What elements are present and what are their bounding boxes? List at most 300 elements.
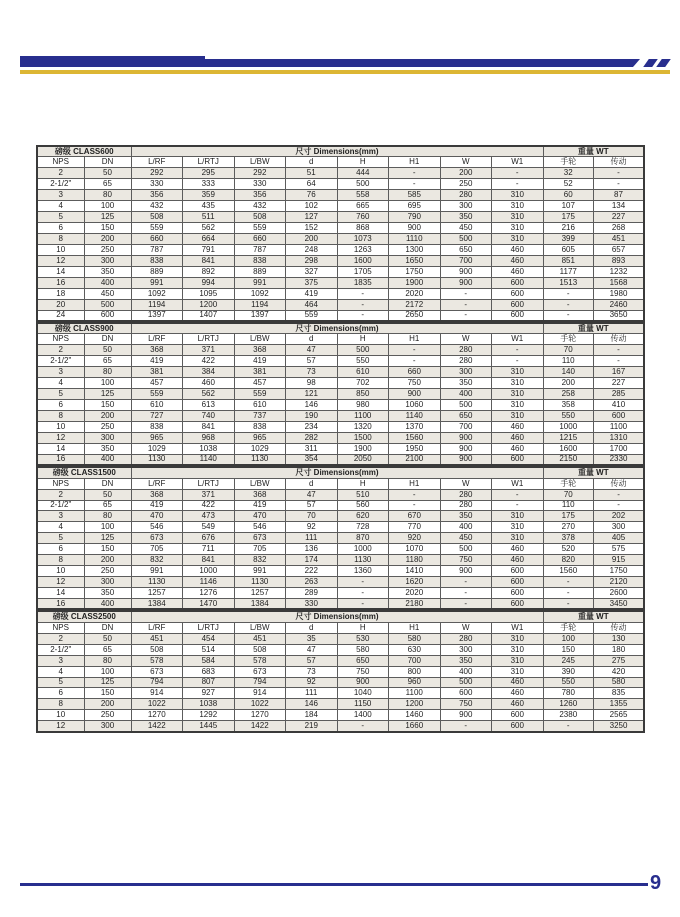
table-cell: 350 (440, 511, 492, 522)
table-column-header-row (37, 157, 644, 168)
table-cell: 1300 (389, 244, 441, 255)
table-cell: 838 (234, 255, 286, 266)
table-cell: - (543, 310, 594, 321)
table-row (37, 489, 644, 500)
table-cell: 200 (84, 411, 131, 422)
table-cell: 24 (37, 310, 84, 321)
table-cell: 52 (543, 179, 594, 190)
table-cell: 354 (286, 454, 338, 465)
table-cell: 285 (594, 389, 645, 400)
table-cell: 100 (543, 633, 594, 644)
table-cell: 702 (337, 378, 389, 389)
table-cell: 600 (492, 277, 544, 288)
table-cell: 450 (440, 533, 492, 544)
table-cell: - (337, 310, 389, 321)
table-cell: - (337, 598, 389, 609)
table-cell: 600 (440, 688, 492, 699)
table-cell: 1150 (337, 699, 389, 710)
table-cell: 600 (492, 310, 544, 321)
table-cell: 4 (37, 378, 84, 389)
table-cell: 14 (37, 266, 84, 277)
table-column-header-row (37, 478, 644, 489)
table-cell: 460 (492, 443, 544, 454)
table-cell: 1384 (131, 598, 183, 609)
table-cell: 359 (183, 190, 235, 201)
table-cell: 760 (337, 212, 389, 223)
table-cell: 175 (543, 212, 594, 223)
table-cell: 1022 (131, 699, 183, 710)
table-cell: 2-1/2" (37, 644, 84, 655)
table-row (37, 677, 644, 688)
table-cell: 1500 (337, 432, 389, 443)
table-cell: 508 (131, 644, 183, 655)
table-cell: 460 (492, 688, 544, 699)
table-cell: 665 (337, 201, 389, 212)
table-cell: 330 (286, 598, 338, 609)
table-cell: 399 (543, 234, 594, 245)
table-cell: 310 (492, 212, 544, 223)
table-cell: 12 (37, 721, 84, 732)
column-header: L/RF (131, 478, 183, 489)
table-cell: 994 (183, 277, 235, 288)
table-cell: 1384 (234, 598, 286, 609)
table-cell: 820 (543, 555, 594, 566)
spec-tables (36, 145, 645, 733)
table-cell: 6 (37, 223, 84, 234)
table-cell: 310 (492, 223, 544, 234)
table-cell: 2 (37, 345, 84, 356)
table-cell: 787 (131, 244, 183, 255)
table-cell: 310 (492, 201, 544, 212)
table-row (37, 644, 644, 655)
spec-table-class900 (36, 322, 645, 466)
table-cell: 300 (84, 432, 131, 443)
table-cell: 1568 (594, 277, 645, 288)
table-cell: 451 (234, 633, 286, 644)
table-cell: 1445 (183, 721, 235, 732)
table-cell: 2020 (389, 588, 441, 599)
table-class-label: 磅级 CLASS2500 (37, 611, 131, 622)
table-cell: 500 (440, 234, 492, 245)
table-dimensions-label: 尺寸 Dimensions(mm) (131, 467, 543, 478)
table-cell: 248 (286, 244, 338, 255)
table-row (37, 299, 644, 310)
table-cell: 375 (286, 277, 338, 288)
table-cell: 270 (543, 522, 594, 533)
table-cell: 787 (234, 244, 286, 255)
table-cell: 1194 (234, 299, 286, 310)
table-cell: 400 (440, 389, 492, 400)
table-cell: 460 (492, 244, 544, 255)
table-cell: 350 (84, 266, 131, 277)
table-cell: 740 (183, 411, 235, 422)
table-row (37, 443, 644, 454)
table-cell: 130 (594, 633, 645, 644)
table-row (37, 266, 644, 277)
table-cell: 600 (492, 299, 544, 310)
table-cell: 381 (131, 367, 183, 378)
table-cell: 107 (543, 201, 594, 212)
table-cell: 1095 (183, 288, 235, 299)
table-cell: 310 (492, 511, 544, 522)
table-cell: 900 (389, 389, 441, 400)
table-cell: 400 (84, 598, 131, 609)
table-row (37, 234, 644, 245)
column-header: DN (84, 334, 131, 345)
column-header: 手轮 (543, 157, 594, 168)
table-cell: 1070 (389, 544, 441, 555)
table-row (37, 277, 644, 288)
spec-table-class600 (36, 145, 645, 322)
table-cell: 600 (84, 310, 131, 321)
table-cell: 292 (131, 168, 183, 179)
column-header: L/RTJ (183, 334, 235, 345)
table-row (37, 367, 644, 378)
table-cell: 780 (543, 688, 594, 699)
table-cell: - (492, 500, 544, 511)
table-row (37, 310, 644, 321)
column-header: L/BW (234, 622, 286, 633)
table-cell: 664 (183, 234, 235, 245)
table-cell: 562 (183, 389, 235, 400)
table-cell: 1270 (131, 710, 183, 721)
column-header: 传动 (594, 478, 645, 489)
table-cell: 110 (543, 356, 594, 367)
table-cell: 310 (492, 389, 544, 400)
table-cell: 368 (131, 489, 183, 500)
table-cell: 1263 (337, 244, 389, 255)
table-row (37, 598, 644, 609)
table-cell: 1700 (594, 443, 645, 454)
table-cell: 310 (492, 400, 544, 411)
table-cell: 660 (389, 367, 441, 378)
table-cell: - (543, 598, 594, 609)
table-cell: 350 (440, 655, 492, 666)
table-cell: 968 (183, 432, 235, 443)
table-cell: 841 (183, 555, 235, 566)
table-cell: 6 (37, 400, 84, 411)
table-cell: 1038 (183, 699, 235, 710)
table-cell: 420 (594, 666, 645, 677)
table-cell: 550 (543, 677, 594, 688)
table-cell: 234 (286, 421, 338, 432)
table-cell: 92 (286, 677, 338, 688)
column-header: H (337, 478, 389, 489)
table-cell: 600 (492, 721, 544, 732)
column-header: L/RTJ (183, 157, 235, 168)
table-cell: 510 (337, 489, 389, 500)
table-cell: 4 (37, 666, 84, 677)
table-cell: 150 (84, 544, 131, 555)
column-header: L/RTJ (183, 622, 235, 633)
table-cell: 960 (389, 677, 441, 688)
table-cell: 2172 (389, 299, 441, 310)
table-cell: 1029 (131, 443, 183, 454)
table-cell: 2 (37, 168, 84, 179)
table-cell: 1410 (389, 566, 441, 577)
table-cell: 473 (183, 511, 235, 522)
table-cell: 832 (131, 555, 183, 566)
table-cell: 73 (286, 367, 338, 378)
column-header: L/RF (131, 622, 183, 633)
table-cell: - (337, 577, 389, 588)
table-cell: 893 (594, 255, 645, 266)
table-cell: 250 (84, 710, 131, 721)
table-cell: 432 (234, 201, 286, 212)
table-cell: 550 (543, 411, 594, 422)
table-cell: 900 (440, 443, 492, 454)
table-cell: 280 (440, 633, 492, 644)
table-cell: 914 (131, 688, 183, 699)
table-row (37, 212, 644, 223)
table-row (37, 588, 644, 599)
column-header: L/RF (131, 334, 183, 345)
table-cell: 575 (594, 544, 645, 555)
table-cell: 2 (37, 633, 84, 644)
table-cell: 100 (84, 666, 131, 677)
table-cell: - (543, 288, 594, 299)
table-cell: 2600 (594, 588, 645, 599)
table-cell: 530 (337, 633, 389, 644)
table-cell: 50 (84, 633, 131, 644)
table-cell: 350 (440, 212, 492, 223)
table-cell: 1100 (337, 411, 389, 422)
column-header: W1 (492, 334, 544, 345)
table-cell: 965 (234, 432, 286, 443)
table-cell: 419 (131, 500, 183, 511)
table-cell: 1100 (594, 421, 645, 432)
table-cell: 1560 (389, 432, 441, 443)
table-cell: 630 (389, 644, 441, 655)
table-cell: 6 (37, 544, 84, 555)
table-cell: 5 (37, 212, 84, 223)
table-weight-label: 重量 WT (543, 146, 644, 157)
table-cell: 737 (234, 411, 286, 422)
table-cell: 600 (492, 588, 544, 599)
table-cell: 670 (389, 511, 441, 522)
table-dimensions-label: 尺寸 Dimensions(mm) (131, 323, 543, 334)
table-cell: 1040 (337, 688, 389, 699)
table-cell: 549 (183, 522, 235, 533)
table-cell: 65 (84, 179, 131, 190)
table-cell: 422 (183, 356, 235, 367)
table-cell: 794 (131, 677, 183, 688)
table-cell: 600 (492, 566, 544, 577)
table-cell: 1750 (594, 566, 645, 577)
column-header: DN (84, 478, 131, 489)
table-cell: 1060 (389, 400, 441, 411)
table-cell: 298 (286, 255, 338, 266)
table-cell: 585 (389, 190, 441, 201)
table-cell: 673 (234, 666, 286, 677)
column-header: H1 (389, 157, 441, 168)
table-cell: - (389, 500, 441, 511)
table-cell: 728 (337, 522, 389, 533)
table-cell: 900 (440, 710, 492, 721)
table-cell: 250 (84, 566, 131, 577)
table-cell: 559 (234, 223, 286, 234)
table-cell: 559 (131, 389, 183, 400)
table-cell: 378 (543, 533, 594, 544)
table-cell: 600 (492, 598, 544, 609)
table-cell: 111 (286, 688, 338, 699)
table-cell: 432 (131, 201, 183, 212)
footer-rule (20, 883, 648, 886)
table-cell: 892 (183, 266, 235, 277)
table-cell: 381 (234, 367, 286, 378)
table-cell: 676 (183, 533, 235, 544)
table-cell: 889 (234, 266, 286, 277)
table-cell: 263 (286, 577, 338, 588)
table-row (37, 544, 644, 555)
table-row (37, 688, 644, 699)
table-band-row (37, 323, 644, 334)
table-cell: 150 (543, 644, 594, 655)
table-cell: 1560 (543, 566, 594, 577)
table-cell: 20 (37, 299, 84, 310)
table-cell: 8 (37, 699, 84, 710)
table-cell: 451 (594, 234, 645, 245)
table-weight-label: 重量 WT (543, 467, 644, 478)
table-cell: 870 (337, 533, 389, 544)
column-header: NPS (37, 157, 84, 168)
table-row (37, 378, 644, 389)
table-cell: 500 (440, 400, 492, 411)
table-cell: 310 (492, 655, 544, 666)
table-cell: 900 (440, 566, 492, 577)
table-cell: 12 (37, 255, 84, 266)
table-cell: 100 (84, 378, 131, 389)
table-cell: 371 (183, 489, 235, 500)
table-cell: 1000 (543, 421, 594, 432)
table-cell: - (389, 345, 441, 356)
table-cell: 1900 (389, 277, 441, 288)
table-cell: 47 (286, 644, 338, 655)
table-cell: 1600 (543, 443, 594, 454)
table-cell: 300 (84, 721, 131, 732)
table-cell: - (389, 356, 441, 367)
table-cell: 454 (183, 633, 235, 644)
table-cell: 1422 (234, 721, 286, 732)
table-cell: 500 (337, 179, 389, 190)
table-cell: 300 (440, 201, 492, 212)
table-cell: 511 (183, 212, 235, 223)
table-cell: 450 (84, 288, 131, 299)
table-cell: 100 (84, 522, 131, 533)
table-cell: 1360 (337, 566, 389, 577)
table-cell: 3250 (594, 721, 645, 732)
table-cell: 1200 (389, 699, 441, 710)
table-cell: 500 (337, 345, 389, 356)
table-cell: 660 (131, 234, 183, 245)
table-cell: 457 (131, 378, 183, 389)
table-cell: 250 (84, 421, 131, 432)
table-cell: 1022 (234, 699, 286, 710)
table-cell: 100 (84, 201, 131, 212)
table-cell: 310 (492, 367, 544, 378)
column-header: L/RTJ (183, 478, 235, 489)
table-cell: 1320 (337, 421, 389, 432)
table-cell: 80 (84, 655, 131, 666)
table-class-label: 磅级 CLASS1500 (37, 467, 131, 478)
table-cell: 1397 (234, 310, 286, 321)
column-header: d (286, 334, 338, 345)
table-cell: 152 (286, 223, 338, 234)
table-row (37, 421, 644, 432)
table-cell: 1257 (234, 588, 286, 599)
column-header: NPS (37, 622, 84, 633)
table-cell: - (492, 179, 544, 190)
table-cell: 57 (286, 500, 338, 511)
column-header: 手轮 (543, 622, 594, 633)
table-cell: 10 (37, 566, 84, 577)
table-cell: 508 (234, 644, 286, 655)
table-cell: 200 (543, 378, 594, 389)
table-cell: 310 (492, 234, 544, 245)
table-cell: 750 (389, 378, 441, 389)
table-cell: 300 (84, 577, 131, 588)
table-cell: 700 (389, 655, 441, 666)
table-cell: 258 (543, 389, 594, 400)
table-cell: 419 (131, 356, 183, 367)
table-cell: 1215 (543, 432, 594, 443)
table-cell: - (594, 356, 645, 367)
table-cell: 500 (84, 299, 131, 310)
table-band-row (37, 467, 644, 478)
table-cell: 1000 (183, 566, 235, 577)
table-cell: - (389, 179, 441, 190)
column-header: d (286, 157, 338, 168)
table-cell: 245 (543, 655, 594, 666)
table-class-label: 磅级 CLASS900 (37, 323, 131, 334)
table-cell: 268 (594, 223, 645, 234)
table-cell: 650 (440, 411, 492, 422)
table-cell: - (389, 168, 441, 179)
table-cell: 57 (286, 655, 338, 666)
table-cell: 92 (286, 522, 338, 533)
table-weight-label: 重量 WT (543, 611, 644, 622)
table-cell: 460 (492, 255, 544, 266)
table-cell: 174 (286, 555, 338, 566)
table-cell: 1407 (183, 310, 235, 321)
table-cell: 673 (131, 666, 183, 677)
table-cell: 1620 (389, 577, 441, 588)
table-cell: - (594, 168, 645, 179)
table-cell: 400 (440, 666, 492, 677)
table-cell: 175 (543, 511, 594, 522)
header-slash-icon (656, 59, 671, 67)
table-cell: 600 (492, 710, 544, 721)
table-cell: 700 (440, 421, 492, 432)
table-row (37, 190, 644, 201)
table-cell: 289 (286, 588, 338, 599)
table-cell: 1073 (337, 234, 389, 245)
table-cell: 70 (543, 345, 594, 356)
table-cell: 794 (234, 677, 286, 688)
table-cell: 1140 (183, 454, 235, 465)
column-header: 传动 (594, 334, 645, 345)
table-cell: 578 (131, 655, 183, 666)
table-cell: - (440, 721, 492, 732)
table-cell: 419 (286, 288, 338, 299)
column-header: L/BW (234, 157, 286, 168)
column-header: L/BW (234, 334, 286, 345)
table-cell: 16 (37, 598, 84, 609)
table-cell: 311 (286, 443, 338, 454)
column-header: W (440, 478, 492, 489)
table-cell: 900 (440, 277, 492, 288)
table-cell: 5 (37, 389, 84, 400)
